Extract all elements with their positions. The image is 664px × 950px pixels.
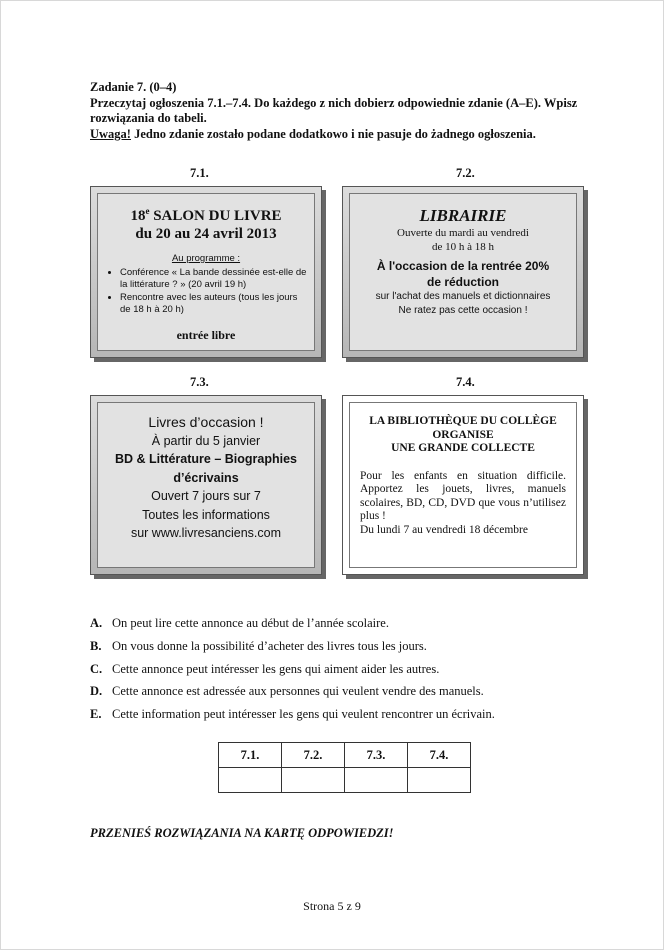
warning-label: Uwaga!	[90, 126, 131, 141]
answer-header-7-2: 7.2.	[282, 743, 345, 768]
option-e	[90, 703, 495, 726]
table-row	[219, 768, 471, 793]
task-title: Zadanie 7. (0–4)	[90, 80, 177, 94]
transfer-note: PRZENIEŚ ROZWIĄZANIA NA KARTĘ ODPOWIEDZI!	[90, 826, 394, 840]
ad-7-4-body	[360, 470, 566, 538]
answer-table	[218, 742, 471, 793]
ad-7-2-note-line2: Ne ratez pas cette occasion !	[398, 305, 528, 316]
option-d	[90, 680, 495, 703]
task-header	[90, 80, 620, 142]
ad-7-4-dates: Du lundi 7 au vendredi 18 décembre	[360, 523, 528, 536]
ad-7-4-title-line2: ORGANISE	[432, 428, 494, 441]
ad-7-4-title	[350, 415, 576, 456]
task-warning	[90, 127, 620, 143]
answer-cell-7-1[interactable]	[219, 768, 282, 793]
option-letter: E.	[90, 707, 102, 722]
answer-cell-7-3[interactable]	[345, 768, 408, 793]
answer-header-7-1: 7.1.	[219, 743, 282, 768]
ad-7-1-title-rest: SALON DU LIVRE	[149, 208, 282, 224]
ad-number-7-1: 7.1.	[190, 166, 209, 180]
ad-7-2-note-line1: sur l'achat des manuels et dictionnaires	[375, 291, 551, 302]
ad-7-4-title-line1: LA BIBLIOTHÈQUE DU COLLÈGE	[369, 415, 557, 427]
ad-number-7-2: 7.2.	[456, 166, 475, 180]
option-letter: C.	[90, 661, 103, 676]
ad-7-4	[342, 395, 584, 575]
ad-number-7-4: 7.4.	[456, 375, 475, 389]
page-number: Strona 5 z 9	[303, 899, 361, 913]
ad-7-3	[90, 395, 322, 575]
ad-7-4-body-text: Pour les enfants en situation difficile. Apportez les jouets, livres, manuels scolaires, BD, CD, DVD que vous n’utilisez plus !	[360, 469, 566, 522]
option-text: Cette annonce est adressée aux personnes qui veulent vendre des manuels.	[112, 684, 484, 699]
ad-7-2-title: LIBRAIRIE	[419, 206, 507, 225]
ad-7-2-discount-line1: À l'occasion de la rentrée 20%	[376, 259, 550, 273]
option-text: On vous donne la possibilité d’acheter des livres tous les jours.	[112, 638, 427, 653]
warning-text: Jedno zdanie zostało podane dodatkowo i nie pasuje do żadnego ogłoszenia.	[130, 126, 536, 141]
ad-7-1-program-label: Au programme :	[171, 253, 241, 264]
ad-7-2-discount-line2: de réduction	[426, 275, 499, 289]
ad-7-1-title	[98, 202, 314, 243]
answer-options	[90, 612, 495, 726]
ad-7-3-line: Ouvert 7 jours sur 7	[151, 489, 261, 503]
ad-7-1-title-num: 18	[130, 208, 146, 224]
task-instruction: Przeczytaj ogłoszenia 7.1.–7.4. Do każdego z nich dobierz odpowiednie zdanie (A–E). Wpisz rozwiązania do tabeli.	[90, 95, 578, 125]
ad-7-3-line: À partir du 5 janvier	[151, 433, 261, 448]
ad-7-2-discount	[350, 258, 576, 290]
ad-7-1-dates: du 20 au 24 avril 2013	[135, 226, 277, 242]
option-letter: A.	[90, 616, 103, 630]
list-item: • Rencontre avec les auteurs (tous les jours de 18 h à 20 h)	[120, 292, 308, 316]
option-text: On peut lire cette annonce au début de l’année scolaire.	[112, 616, 389, 630]
answer-cell-7-4[interactable]	[408, 768, 471, 793]
ad-7-2-hours: de 10 h à 18 h	[431, 241, 494, 253]
option-letter: B.	[90, 638, 102, 653]
option-a	[90, 612, 495, 635]
ad-7-3-line: BD & Littérature – Biographies	[115, 452, 297, 466]
ad-7-1	[90, 186, 322, 358]
list-item: • Conférence « La bande dessinée est-elle de la littérature ? » (20 avril 19 h)	[120, 267, 308, 291]
answer-cell-7-2[interactable]	[282, 768, 345, 793]
option-c	[90, 658, 495, 681]
table-row	[219, 743, 471, 768]
option-b	[90, 635, 495, 658]
answer-header-7-4: 7.4.	[408, 743, 471, 768]
option-text: Cette annonce peut intéresser les gens qui aiment aider les autres.	[112, 661, 440, 676]
ad-7-3-line: Livres d’occasion !	[148, 414, 264, 430]
ad-7-3-line: Toutes les informations	[142, 507, 270, 522]
option-text: Cette information peut intéresser les gens qui veulent rencontrer un écrivain.	[112, 707, 495, 722]
ad-7-1-footer: entrée libre	[176, 328, 236, 342]
ad-7-2-hours-days: Ouverte du mardi au vendredi	[397, 227, 529, 239]
ad-7-1-program-list	[98, 267, 314, 316]
ad-7-4-title-line3: UNE GRANDE COLLECTE	[391, 442, 535, 454]
ad-number-7-3: 7.3.	[190, 375, 209, 389]
ad-7-3-line: d’écrivains	[173, 470, 239, 485]
answer-header-7-3: 7.3.	[345, 743, 408, 768]
option-letter: D.	[90, 684, 103, 699]
ad-7-1-title-sup: e	[145, 206, 150, 216]
ad-7-2-note	[350, 290, 576, 318]
ad-7-3-line: sur www.livresanciens.com	[130, 526, 282, 540]
ad-7-2	[342, 186, 584, 358]
